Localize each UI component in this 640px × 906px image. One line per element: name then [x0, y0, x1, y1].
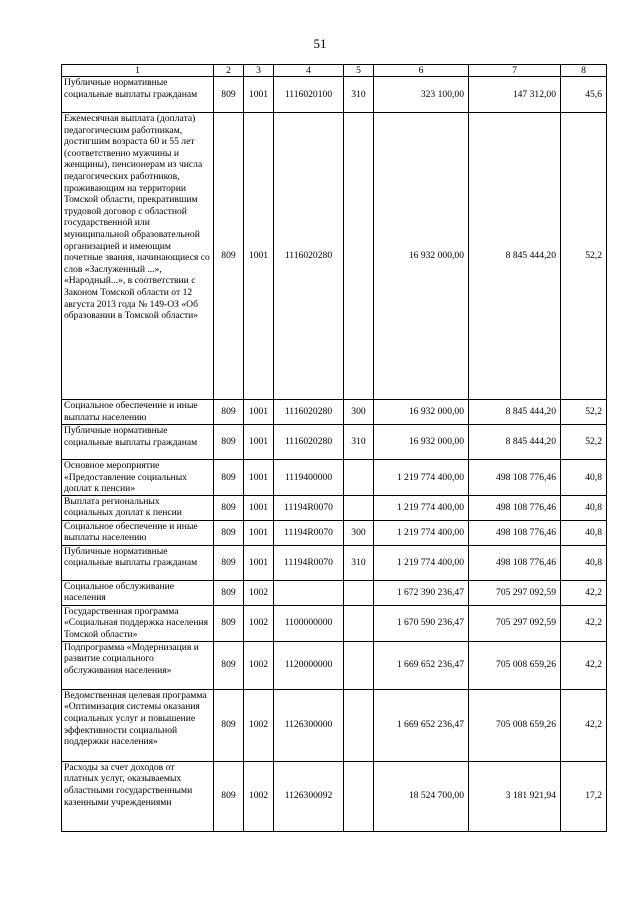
row-name-cell: Расходы за счет доходов от платных услуг, оказываемых областными государственными казенными учреждениями — [62, 761, 214, 831]
executed-amount-cell: 705 008 659,26 — [469, 689, 561, 761]
executed-amount-cell: 498 108 776,46 — [469, 520, 561, 545]
execution-percent-cell: 42,2 — [561, 605, 607, 641]
executed-amount-cell: 498 108 776,46 — [469, 460, 561, 496]
column-number-row — [62, 65, 607, 77]
section-code-cell: 1001 — [244, 520, 274, 545]
expense-type-cell — [344, 495, 374, 520]
target-article-cell: 1116020280 — [274, 113, 344, 400]
ministry-code-cell: 809 — [214, 113, 244, 400]
column-header: 3 — [244, 65, 274, 77]
planned-amount-cell: 18 524 700,00 — [374, 761, 469, 831]
section-code-cell: 1001 — [244, 460, 274, 496]
section-code-cell: 1001 — [244, 113, 274, 400]
table-row — [62, 520, 607, 545]
target-article-cell: 11194R0070 — [274, 520, 344, 545]
executed-amount-cell: 8 845 444,20 — [469, 113, 561, 400]
table-row — [62, 77, 607, 113]
row-name-cell: Социальное обеспечение и иные выплаты населению — [62, 400, 214, 425]
ministry-code-cell: 809 — [214, 580, 244, 605]
row-name-cell: Выплата региональных социальных доплат к пенсии — [62, 495, 214, 520]
planned-amount-cell: 1 669 652 236,47 — [374, 641, 469, 689]
column-header: 4 — [274, 65, 344, 77]
executed-amount-cell: 705 008 659,26 — [469, 641, 561, 689]
planned-amount-cell: 1 670 590 236,47 — [374, 605, 469, 641]
section-code-cell: 1002 — [244, 605, 274, 641]
ministry-code-cell: 809 — [214, 545, 244, 580]
ministry-code-cell: 809 — [214, 495, 244, 520]
executed-amount-cell: 8 845 444,20 — [469, 400, 561, 425]
section-code-cell: 1001 — [244, 77, 274, 113]
execution-percent-cell: 40,8 — [561, 520, 607, 545]
column-header: 2 — [214, 65, 244, 77]
table-row — [62, 580, 607, 605]
execution-percent-cell: 45,6 — [561, 77, 607, 113]
row-name-cell: Публичные нормативные социальные выплаты гражданам — [62, 545, 214, 580]
execution-percent-cell: 52,2 — [561, 113, 607, 400]
column-header: 1 — [62, 65, 214, 77]
table-row — [62, 113, 607, 400]
section-code-cell: 1002 — [244, 580, 274, 605]
row-name-cell: Публичные нормативные социальные выплаты гражданам — [62, 77, 214, 113]
expense-type-cell: 300 — [344, 520, 374, 545]
expense-type-cell — [344, 761, 374, 831]
row-name-cell: Публичные нормативные социальные выплаты гражданам — [62, 425, 214, 460]
target-article-cell: 1126300000 — [274, 689, 344, 761]
planned-amount-cell: 1 219 774 400,00 — [374, 520, 469, 545]
executed-amount-cell: 8 845 444,20 — [469, 425, 561, 460]
expense-type-cell — [344, 689, 374, 761]
expense-type-cell: 310 — [344, 425, 374, 460]
section-code-cell: 1001 — [244, 425, 274, 460]
table-row — [62, 689, 607, 761]
execution-percent-cell: 52,2 — [561, 400, 607, 425]
planned-amount-cell: 1 219 774 400,00 — [374, 495, 469, 520]
target-article-cell: 1100000000 — [274, 605, 344, 641]
ministry-code-cell: 809 — [214, 689, 244, 761]
target-article-cell: 1116020280 — [274, 425, 344, 460]
execution-percent-cell: 42,2 — [561, 580, 607, 605]
row-name-cell: Ведомственная целевая программа «Оптимизация системы оказания социальных услуг и повышение эффективности социальной поддержки населения» — [62, 689, 214, 761]
expense-type-cell — [344, 605, 374, 641]
column-header: 6 — [374, 65, 469, 77]
ministry-code-cell: 809 — [214, 400, 244, 425]
target-article-cell: 11194R0070 — [274, 545, 344, 580]
table-row — [62, 495, 607, 520]
table-row — [62, 425, 607, 460]
column-header: 7 — [469, 65, 561, 77]
execution-percent-cell: 52,2 — [561, 425, 607, 460]
row-name-cell: Основное мероприятие «Предоставление социальных доплат к пенсии» — [62, 460, 214, 496]
ministry-code-cell: 809 — [214, 460, 244, 496]
table-row — [62, 460, 607, 496]
executed-amount-cell: 705 297 092,59 — [469, 605, 561, 641]
executed-amount-cell: 498 108 776,46 — [469, 545, 561, 580]
table-row — [62, 761, 607, 831]
expense-type-cell: 310 — [344, 77, 374, 113]
executed-amount-cell: 498 108 776,46 — [469, 495, 561, 520]
execution-percent-cell: 40,8 — [561, 460, 607, 496]
row-name-cell: Государственная программа «Социальная поддержка населения Томской области» — [62, 605, 214, 641]
row-name-cell: Социальное обслуживание населения — [62, 580, 214, 605]
executed-amount-cell: 705 297 092,59 — [469, 580, 561, 605]
ministry-code-cell: 809 — [214, 605, 244, 641]
target-article-cell: 1126300092 — [274, 761, 344, 831]
target-article-cell — [274, 580, 344, 605]
expense-type-cell — [344, 460, 374, 496]
target-article-cell: 1116020280 — [274, 400, 344, 425]
table-row — [62, 400, 607, 425]
ministry-code-cell: 809 — [214, 520, 244, 545]
section-code-cell: 1001 — [244, 400, 274, 425]
planned-amount-cell: 16 932 000,00 — [374, 400, 469, 425]
target-article-cell: 1119400000 — [274, 460, 344, 496]
ministry-code-cell: 809 — [214, 641, 244, 689]
target-article-cell: 1116020100 — [274, 77, 344, 113]
planned-amount-cell: 1 672 390 236,47 — [374, 580, 469, 605]
section-code-cell: 1002 — [244, 641, 274, 689]
ministry-code-cell: 809 — [214, 77, 244, 113]
section-code-cell: 1002 — [244, 761, 274, 831]
section-code-cell: 1002 — [244, 689, 274, 761]
budget-table — [61, 64, 607, 832]
expense-type-cell — [344, 580, 374, 605]
ministry-code-cell: 809 — [214, 761, 244, 831]
execution-percent-cell: 17,2 — [561, 761, 607, 831]
expense-type-cell: 310 — [344, 545, 374, 580]
table-row — [62, 641, 607, 689]
table-row — [62, 605, 607, 641]
execution-percent-cell: 42,2 — [561, 641, 607, 689]
executed-amount-cell: 147 312,00 — [469, 77, 561, 113]
expense-type-cell — [344, 641, 374, 689]
execution-percent-cell: 40,8 — [561, 495, 607, 520]
planned-amount-cell: 323 100,00 — [374, 77, 469, 113]
section-code-cell: 1001 — [244, 545, 274, 580]
section-code-cell: 1001 — [244, 495, 274, 520]
execution-percent-cell: 42,2 — [561, 689, 607, 761]
target-article-cell: 1120000000 — [274, 641, 344, 689]
row-name-cell: Ежемесячная выплата (доплата) педагогическим работникам, достигшим возраста 60 и 55 лет (соответственно мужчины и женщины), пенсионерам из числа педагогических работников, проживающим на территории Томской области, прекратившим трудовой договор с областной государственной или муниципальной образовательной организацией и имеющим почетные звания, начинающиеся со слов «Заслуженный ...», «Народный...», в соответствии с Законом Томской области от 12 августа 2013 года № 149-ОЗ «Об образовании в Томской области» — [62, 113, 214, 400]
row-name-cell: Социальное обеспечение и иные выплаты населению — [62, 520, 214, 545]
ministry-code-cell: 809 — [214, 425, 244, 460]
page-number: 51 — [313, 36, 327, 51]
table-row — [62, 545, 607, 580]
planned-amount-cell: 1 219 774 400,00 — [374, 545, 469, 580]
planned-amount-cell: 1 219 774 400,00 — [374, 460, 469, 496]
executed-amount-cell: 3 181 921,94 — [469, 761, 561, 831]
planned-amount-cell: 1 669 652 236,47 — [374, 689, 469, 761]
planned-amount-cell: 16 932 000,00 — [374, 425, 469, 460]
column-header: 5 — [344, 65, 374, 77]
target-article-cell: 11194R0070 — [274, 495, 344, 520]
row-name-cell: Подпрограмма «Модернизация и развитие социального обслуживания населения» — [62, 641, 214, 689]
execution-percent-cell: 40,8 — [561, 545, 607, 580]
expense-type-cell — [344, 113, 374, 400]
planned-amount-cell: 16 932 000,00 — [374, 113, 469, 400]
expense-type-cell: 300 — [344, 400, 374, 425]
column-header: 8 — [561, 65, 607, 77]
